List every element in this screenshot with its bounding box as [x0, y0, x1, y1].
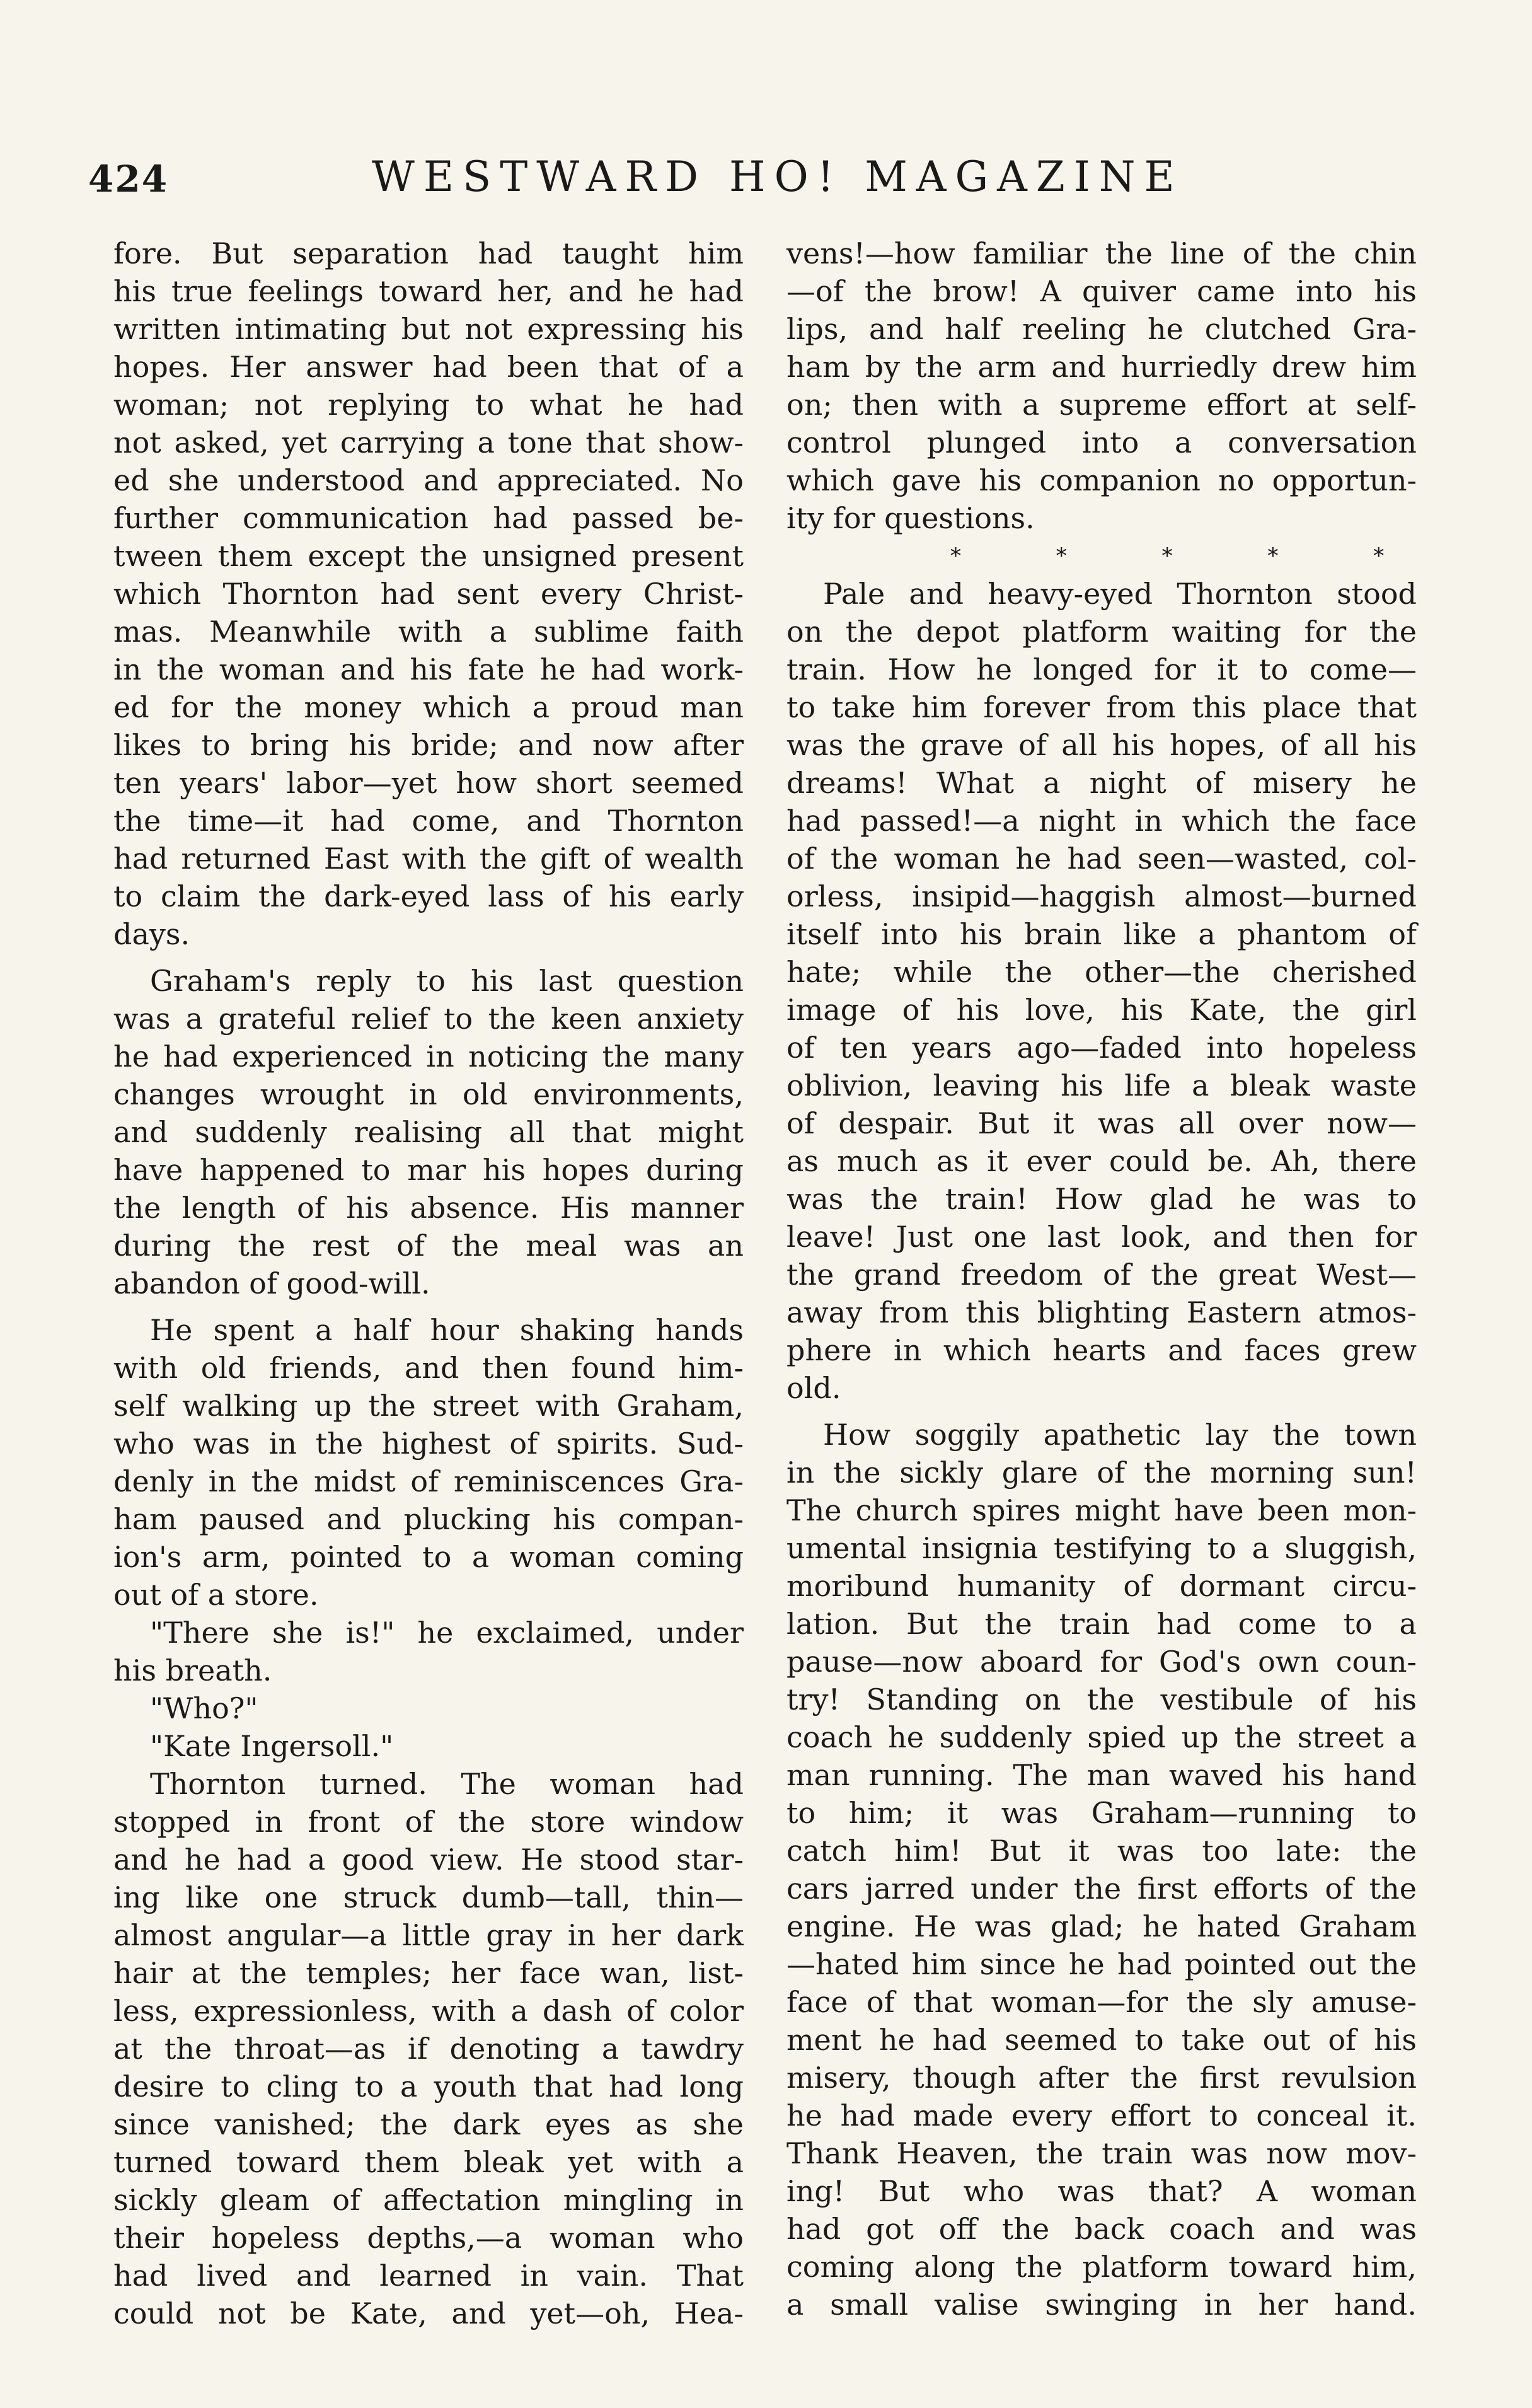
text-line: moribund humanity of dormant circu- [786, 1569, 1417, 1603]
text-line: ed for the money which a proud man [113, 690, 744, 724]
text-line: ed she understood and appreciated. No [113, 463, 744, 497]
text-line: changes wrought in old environments, [113, 1077, 744, 1111]
text-line: on the depot platform waiting for the [786, 615, 1417, 649]
text-line: image of his love, his Kate, the girl [786, 993, 1417, 1027]
text-line: written intimating but not expressing his [113, 312, 744, 346]
text-line: at the throat—as if denoting a tawdry [113, 2032, 744, 2066]
text-line: had lived and learned in vain. That [113, 2259, 744, 2293]
text-line: denly in the midst of reminiscences Gra- [113, 1464, 744, 1498]
text-line: hair at the temples; her face wan, list- [113, 1956, 744, 1990]
text-line: vens!—how familiar the line of the chin [786, 236, 1417, 270]
text-line: Pale and heavy-eyed Thornton stood [823, 577, 1417, 611]
text-line: was a grateful relief to the keen anxiety [113, 1002, 744, 1036]
text-line: which Thornton had sent every Christ- [113, 577, 744, 611]
text-line: catch him! But it was too late: the [786, 1834, 1417, 1868]
text-line: tween them except the unsigned present [113, 539, 744, 573]
text-line: "There she is!" he exclaimed, under [150, 1616, 744, 1650]
section-break: * * * * * [950, 543, 1429, 569]
text-line: and he had a good view. He stood star- [113, 1843, 744, 1877]
text-line: —hated him since he had pointed out the [786, 1947, 1417, 1981]
text-line: almost angular—a little gray in her dark [113, 1918, 744, 1952]
text-line: their hopeless depths,—a woman who [113, 2221, 744, 2255]
text-line: he had made every effort to conceal it. [786, 2098, 1417, 2133]
text-line: sickly gleam of affectation mingling in [113, 2183, 744, 2217]
text-line: Thank Heaven, the train was now mov- [786, 2136, 1417, 2170]
text-line: since vanished; the dark eyes as she [113, 2107, 744, 2141]
text-line: likes to bring his bride; and now after [113, 728, 744, 762]
text-line: ham by the arm and hurriedly drew him [786, 350, 1417, 384]
text-line: stopped in front of the store window [113, 1805, 744, 1839]
text-line: ten years' labor—yet how short seemed [113, 766, 744, 800]
right-column [786, 234, 1429, 2324]
text-line: of despair. But it was all over now— [786, 1106, 1417, 1140]
text-line: "Who?" [150, 1691, 258, 1725]
text-line: train. How he longed for it to come— [786, 652, 1417, 686]
text-line: could not be Kate, and yet—oh, Hea- [113, 2296, 744, 2330]
text-line: hopes. Her answer had been that of a [113, 350, 744, 384]
text-line: old. [786, 1371, 841, 1405]
text-line: mas. Meanwhile with a sublime faith [113, 615, 744, 649]
text-line: hate; while the other—the cherished [786, 955, 1417, 989]
text-line: had got off the back coach and was [786, 2212, 1417, 2246]
left-column [113, 234, 744, 2332]
text-line: leave! Just one last look, and then for [786, 1220, 1417, 1254]
text-line: of the woman he had seen—wasted, col- [786, 842, 1417, 876]
text-line: his breath. [113, 1653, 272, 1687]
text-line: he had experienced in noticing the many [113, 1039, 744, 1074]
text-line: self walking up the street with Graham, [113, 1389, 744, 1423]
text-line: the time—it had come, and Thornton [113, 804, 744, 838]
text-line: desire to cling to a youth that had long [113, 2069, 744, 2104]
text-line: ing! But who was that? A woman [786, 2174, 1417, 2208]
text-line: was the train! How glad he was to [786, 1182, 1417, 1216]
text-line: on; then with a supreme effort at self- [786, 388, 1417, 422]
text-line: have happened to mar his hopes during [113, 1153, 744, 1187]
text-line: He spent a half hour shaking hands [150, 1313, 744, 1347]
text-line: with old friends, and then found him- [113, 1351, 744, 1385]
text-line: and suddenly realising all that might [113, 1115, 744, 1149]
text-line: Graham's reply to his last question [150, 964, 744, 998]
text-line: oblivion, leaving his life a bleak waste [786, 1068, 1417, 1103]
text-line: cars jarred under the first efforts of the [786, 1872, 1417, 1906]
page-header [88, 146, 1443, 203]
text-line: lips, and half reeling he clutched Gra- [786, 312, 1417, 346]
text-line: phere in which hearts and faces grew [786, 1333, 1417, 1367]
text-line: ity for questions. [786, 501, 1035, 535]
text-line: try! Standing on the vestibule of his [786, 1682, 1417, 1716]
text-line: Thornton turned. The woman had [150, 1767, 744, 1801]
page-number: 424 [88, 158, 169, 200]
text-line: face of that woman—for the sly amuse- [786, 1985, 1417, 2019]
text-line: abandon of good-will. [113, 1266, 430, 1300]
text-line: dreams! What a night of misery he [786, 766, 1417, 800]
text-line: woman; not replying to what he had [113, 388, 744, 422]
text-line: "Kate Ingersoll." [150, 1729, 394, 1763]
text-line: orless, insipid—haggish almost—burned [786, 879, 1417, 913]
text-line: fore. But separation had taught him [113, 236, 744, 270]
text-line: who was in the highest of spirits. Sud- [113, 1427, 744, 1461]
text-line: itself into his brain like a phantom of [786, 917, 1417, 951]
text-line: ment he had seemed to take out of his [786, 2023, 1417, 2057]
text-line: to claim the dark-eyed lass of his early [113, 879, 744, 913]
text-line: —of the brow! A quiver came into his [786, 274, 1417, 308]
text-line: coach he suddenly spied up the street a [786, 1720, 1417, 1754]
text-line: ham paused and plucking his compan- [113, 1502, 744, 1536]
text-line: the length of his absence. His manner [113, 1191, 744, 1225]
text-line: as much as it ever could be. Ah, there [786, 1144, 1417, 1178]
text-line: pause—now aboard for God's own coun- [786, 1645, 1417, 1679]
text-line: days. [113, 917, 190, 951]
text-line: ion's arm, pointed to a woman coming [113, 1540, 744, 1574]
text-line: umental insignia testifying to a sluggish, [786, 1531, 1417, 1565]
text-line: had passed!—a night in which the face [786, 804, 1417, 838]
text-line: ing like one struck dumb—tall, thin— [113, 1880, 744, 1914]
text-line: How soggily apathetic lay the town [823, 1418, 1417, 1452]
text-line: The church spires might have been mon- [786, 1493, 1417, 1527]
text-line: away from this blighting Eastern atmos- [786, 1295, 1417, 1329]
text-line: lation. But the train had come to a [786, 1607, 1417, 1641]
text-line: misery, though after the first revulsion [786, 2061, 1417, 2095]
text-line: his true feelings toward her, and he had [113, 274, 744, 308]
text-line: in the woman and his fate he had work- [113, 652, 744, 686]
text-line: was the grave of all his hopes, of all his [786, 728, 1417, 762]
running-head-title: WESTWARD HO! MAGAZINE [372, 153, 1184, 201]
text-line: to take him forever from this place that [786, 690, 1417, 724]
text-line: of ten years ago—faded into hopeless [786, 1031, 1417, 1065]
text-line: turned toward them bleak yet with a [113, 2145, 744, 2179]
text-line: man running. The man waved his hand [786, 1758, 1417, 1792]
text-line: to him; it was Graham—running to [786, 1796, 1417, 1830]
text-line: not asked, yet carrying a tone that show- [113, 425, 744, 460]
text-line: coming along the platform toward him, [786, 2250, 1417, 2284]
text-line: control plunged into a conversation [786, 425, 1417, 460]
text-line: less, expressionless, with a dash of color [113, 1994, 744, 2028]
text-line: engine. He was glad; he hated Graham [786, 1909, 1417, 1943]
text-line: a small valise swinging in her hand. [786, 2288, 1417, 2322]
text-line: during the rest of the meal was an [113, 1229, 744, 1263]
text-line: the grand freedom of the great West— [786, 1258, 1417, 1292]
text-line: further communication had passed be- [113, 501, 744, 535]
text-line: in the sickly glare of the morning sun! [786, 1456, 1417, 1490]
text-line: which gave his companion no opportun- [786, 463, 1417, 497]
text-line: out of a store. [113, 1578, 319, 1612]
text-line: had returned East with the gift of wealth [113, 842, 744, 876]
